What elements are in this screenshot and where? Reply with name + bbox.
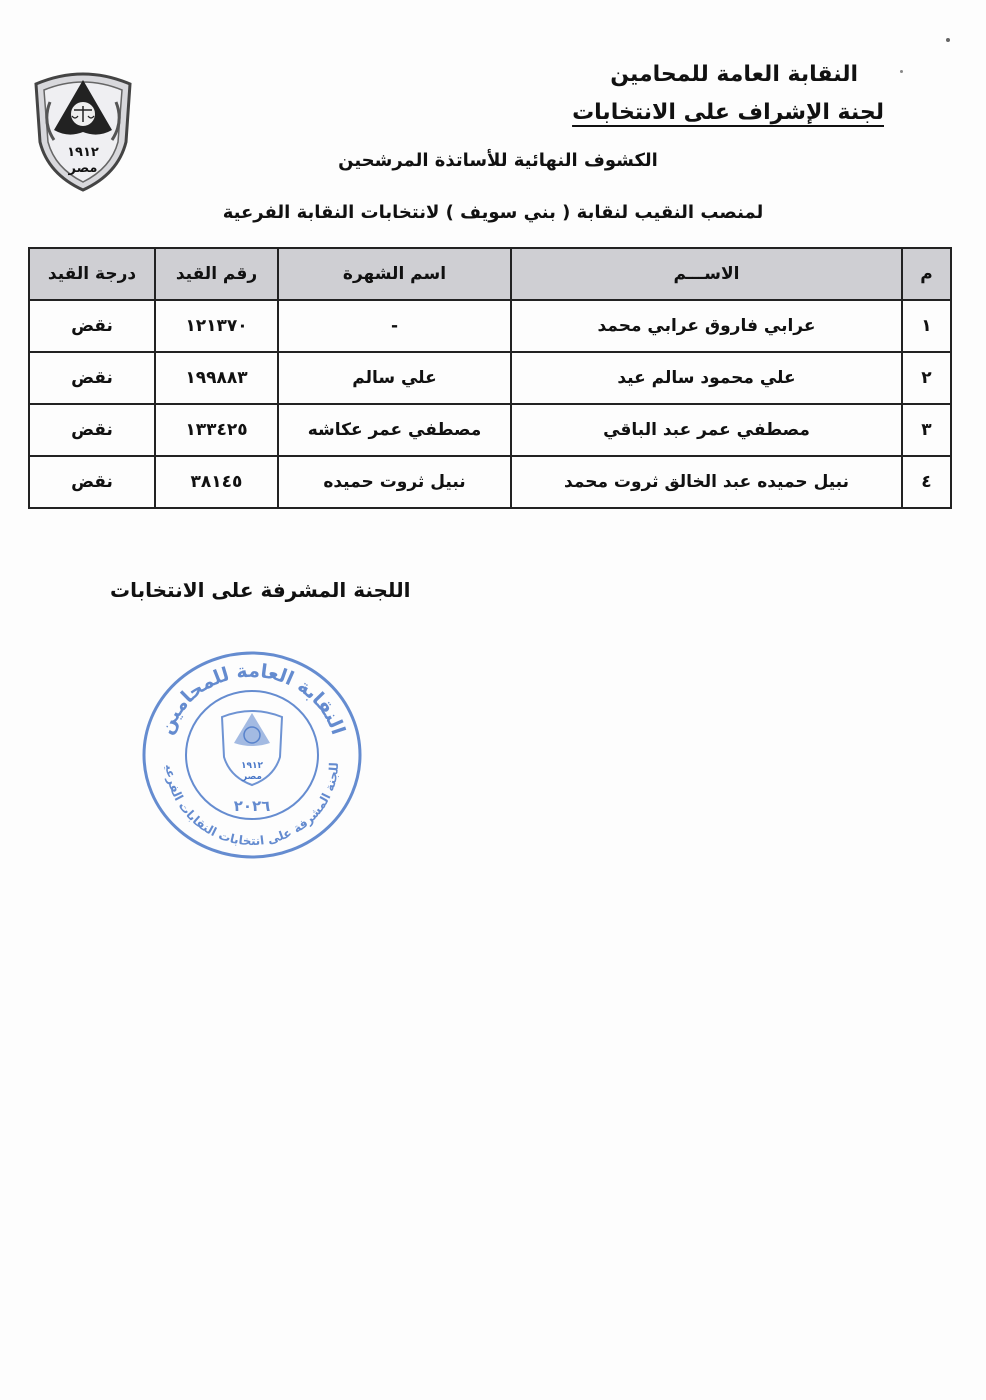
candidates-table [28, 247, 952, 509]
row-number: ٤ [902, 456, 951, 508]
registration-number: ١٩٩٨٨٣ [155, 352, 278, 404]
shield-emblem-icon [28, 62, 138, 194]
stamp-inner-year: ١٩١٢ [241, 761, 263, 771]
document-title: الكشوف النهائية للأساتذة المرشحين [338, 150, 658, 171]
registration-degree: نقض [29, 300, 155, 352]
document-subtitle: لمنصب النقيب لنقابة ( بني سويف ) لانتخابات النقابة الفرعية [222, 202, 764, 223]
table-row [29, 456, 951, 508]
candidate-nickname: - [278, 300, 511, 352]
scan-speck [946, 38, 950, 42]
candidate-name: مصطفي عمر عبد الباقي [511, 404, 902, 456]
org-name: النقابة العامة للمحامين [610, 62, 858, 87]
column-header-nickname: اسم الشهرة [278, 248, 511, 300]
candidate-name: نبيل حميده عبد الخالق ثروت محمد [511, 456, 902, 508]
stamp-top-text: النقابة العامة للمحامين [154, 659, 350, 738]
registration-degree: نقض [29, 352, 155, 404]
row-number: ١ [902, 300, 951, 352]
row-number: ٣ [902, 404, 951, 456]
candidate-nickname: نبيل ثروت حميده [278, 456, 511, 508]
committee-name: لجنة الإشراف على الانتخابات [572, 100, 884, 125]
stamp-seal-icon [138, 645, 366, 863]
logo-country: مصر [68, 161, 98, 176]
official-stamp [138, 645, 366, 863]
candidate-name: علي محمود سالم عيد [511, 352, 902, 404]
syndicate-logo [28, 62, 138, 194]
row-number: ٢ [902, 352, 951, 404]
signature-label: اللجنة المشرفة على الانتخابات [110, 578, 411, 602]
logo-year: ١٩١٢ [67, 145, 99, 160]
registration-degree: نقض [29, 404, 155, 456]
scan-speck [900, 70, 903, 73]
column-header-degree: درجة القيد [29, 248, 155, 300]
column-header-name: الاســـم [511, 248, 902, 300]
candidate-name: عرابي فاروق عرابي محمد [511, 300, 902, 352]
table-row [29, 404, 951, 456]
table-header-row [29, 248, 951, 300]
column-header-number: م [902, 248, 951, 300]
stamp-inner-country: مصر [241, 772, 263, 782]
registration-degree: نقض [29, 456, 155, 508]
candidate-nickname: علي سالم [278, 352, 511, 404]
candidate-nickname: مصطفي عمر عكاشه [278, 404, 511, 456]
registration-number: ١٣٣٤٢٥ [155, 404, 278, 456]
stamp-year: ٢٠٢٦ [233, 797, 271, 815]
table-row [29, 352, 951, 404]
registration-number: ١٢١٣٧٠ [155, 300, 278, 352]
stamp-bottom-text: للجنة المشرفة على انتخابات النقابات الفرعي [163, 762, 342, 849]
registration-number: ٣٨١٤٥ [155, 456, 278, 508]
table-row [29, 300, 951, 352]
column-header-reg-no: رقم القيد [155, 248, 278, 300]
